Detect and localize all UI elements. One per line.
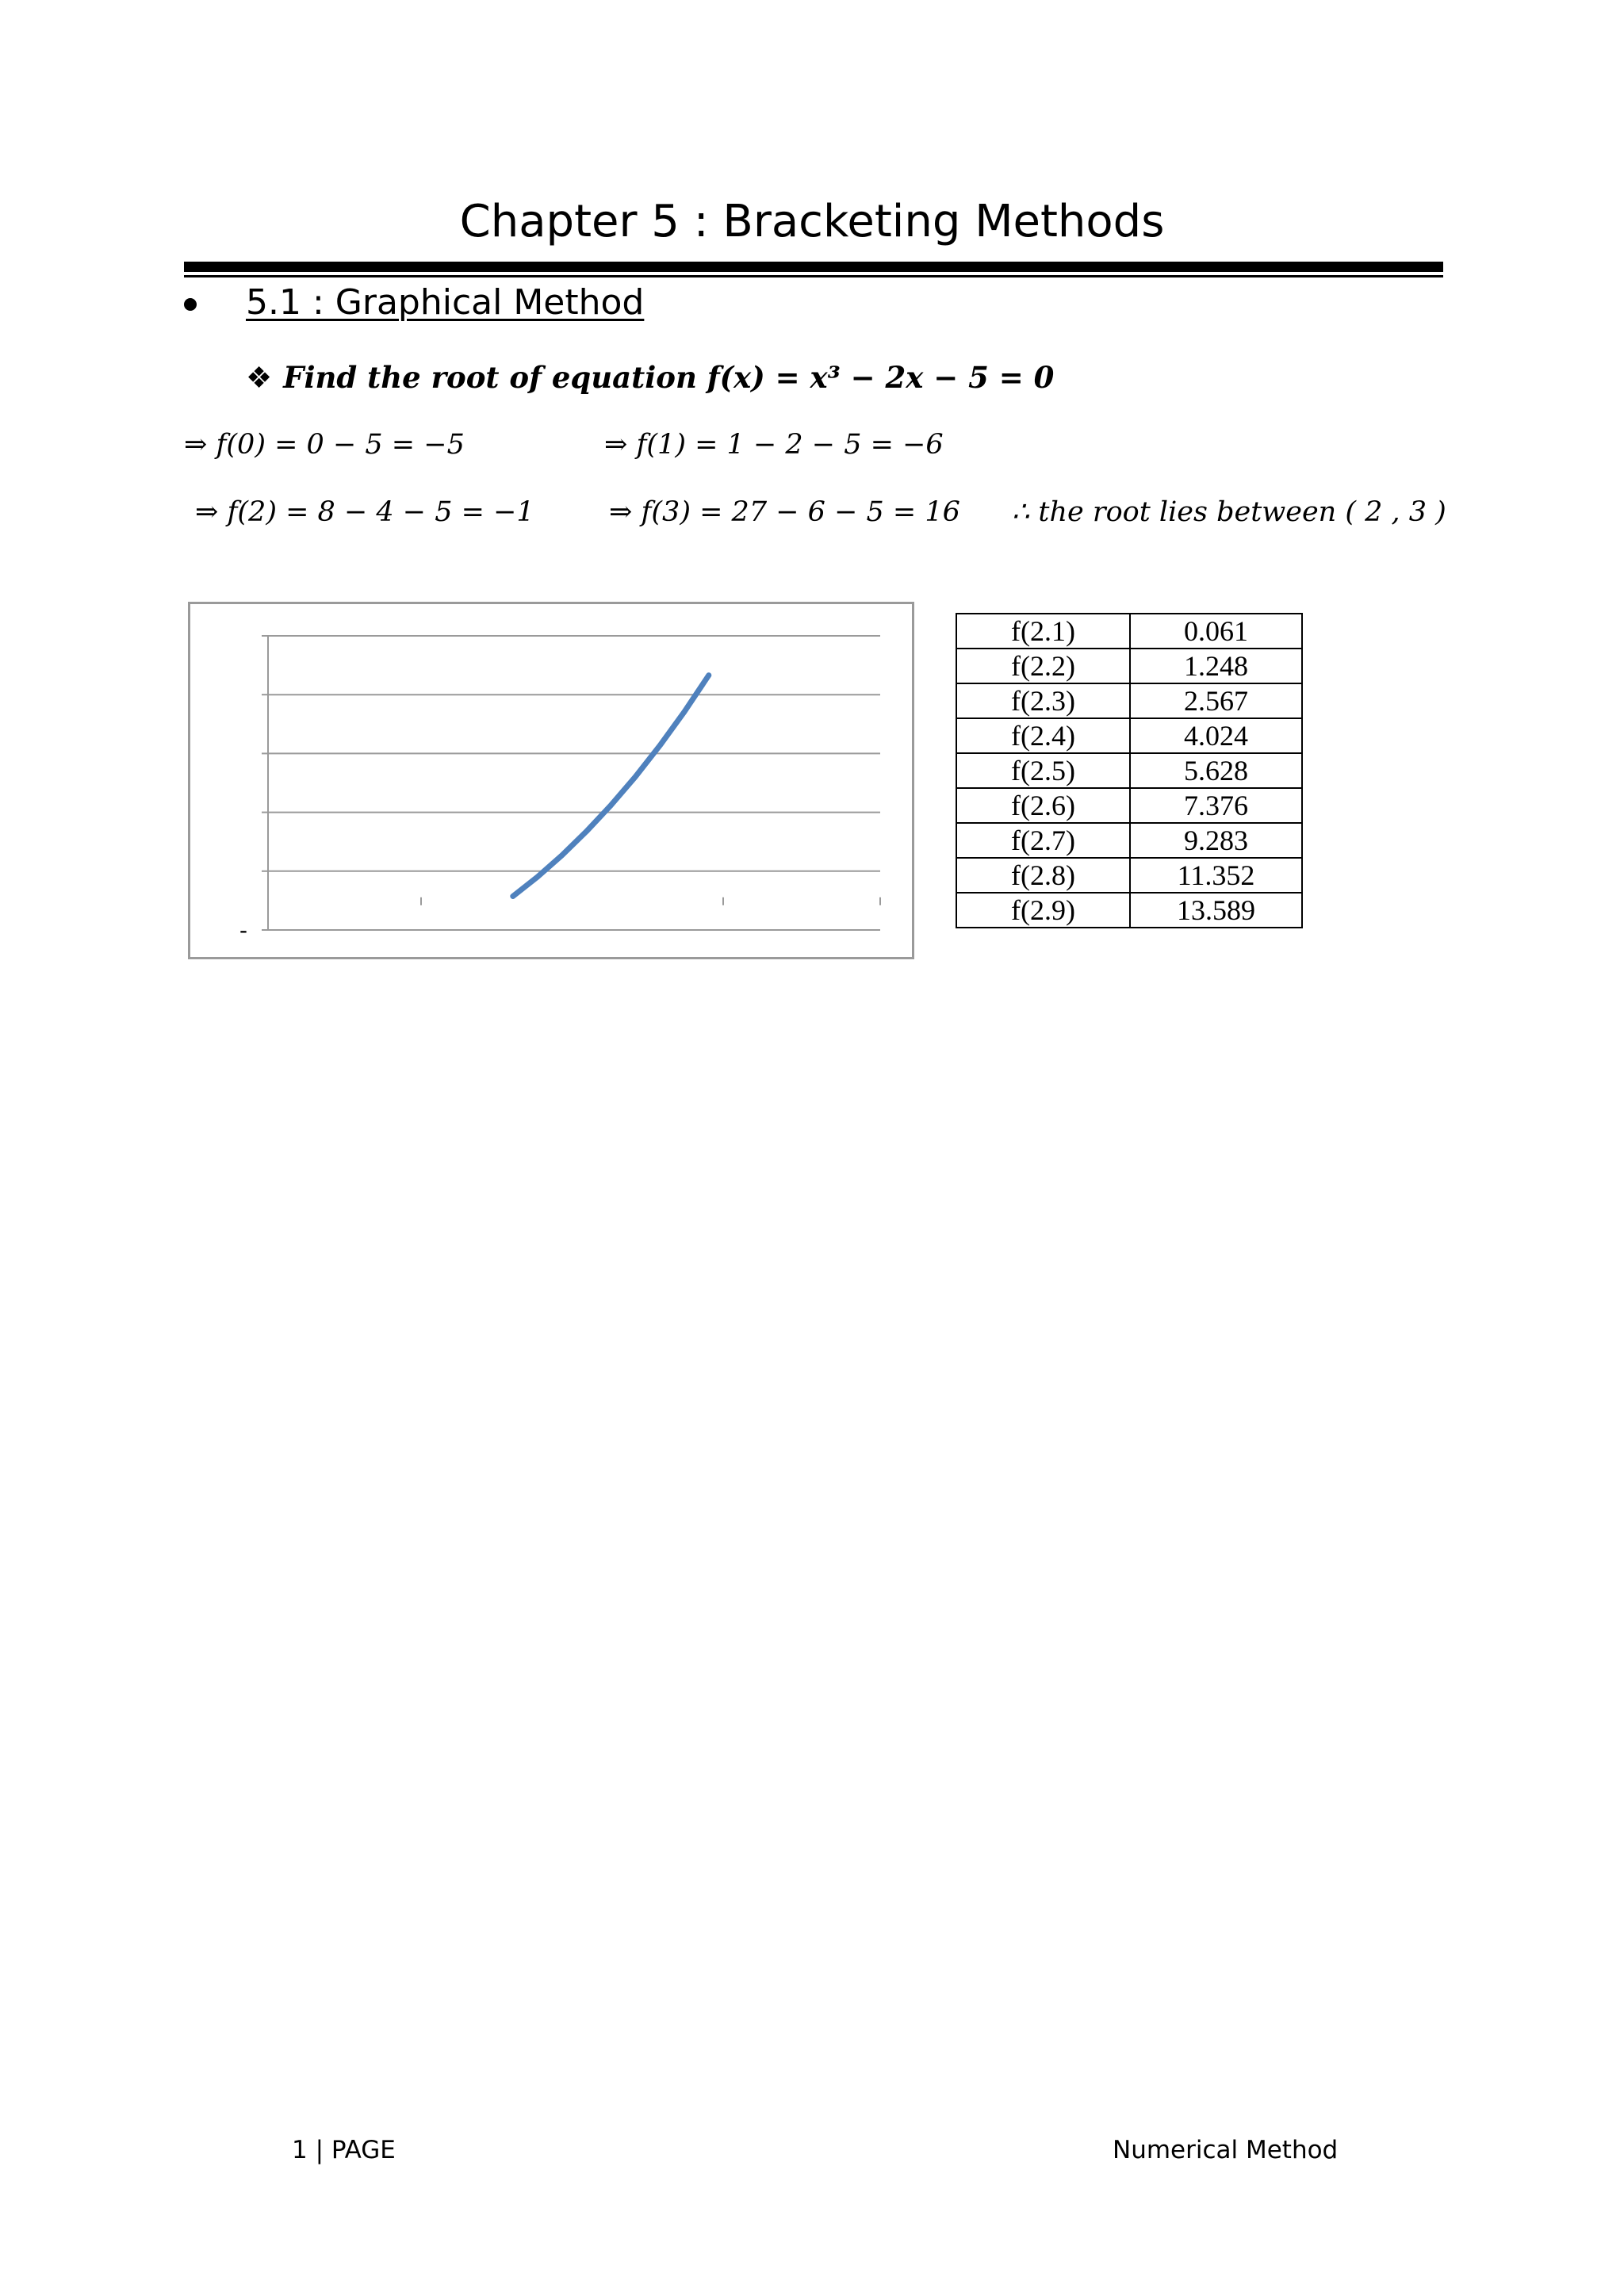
table-cell-value: 1.248 <box>1130 649 1302 683</box>
table-cell-label: f(2.6) <box>956 788 1130 823</box>
chart-y-tick-label: - <box>239 917 247 943</box>
function-chart <box>188 602 914 959</box>
table-row <box>956 858 1302 893</box>
table-row <box>956 823 1302 858</box>
table-row <box>956 893 1302 928</box>
table-row <box>956 718 1302 753</box>
footer-course-name: Numerical Method <box>1113 2136 1339 2164</box>
equation-f1: ⇒ f(1) = 1 − 2 − 5 = −6 <box>604 429 944 461</box>
table-row <box>956 683 1302 718</box>
table-row <box>956 753 1302 788</box>
table-cell-value: 2.567 <box>1130 683 1302 718</box>
chart-canvas <box>190 604 912 957</box>
table-cell-value: 5.628 <box>1130 753 1302 788</box>
problem-text: Find the root of equation f(x) = x³ − 2x − 5 = 0 <box>283 360 1055 395</box>
table-cell-value: 9.283 <box>1130 823 1302 858</box>
table-cell-label: f(2.1) <box>956 614 1130 649</box>
values-table <box>956 613 1303 928</box>
table-row <box>956 649 1302 683</box>
table-cell-label: f(2.9) <box>956 893 1130 928</box>
table-cell-value: 11.352 <box>1130 858 1302 893</box>
table-cell-value: 4.024 <box>1130 718 1302 753</box>
table-cell-value: 0.061 <box>1130 614 1302 649</box>
equation-f2: ⇒ f(2) = 8 − 4 − 5 = −1 <box>195 496 534 528</box>
footer-page-number: 1 | PAGE <box>292 2136 396 2164</box>
root-conclusion: ∴ the root lies between ( 2 , 3 ) <box>1012 496 1446 528</box>
table-row <box>956 614 1302 649</box>
table-cell-label: f(2.3) <box>956 683 1130 718</box>
equation-f3: ⇒ f(3) = 27 − 6 − 5 = 16 <box>609 496 960 528</box>
table-cell-label: f(2.7) <box>956 823 1130 858</box>
bullet-icon <box>184 298 197 311</box>
table-cell-value: 13.589 <box>1130 893 1302 928</box>
table-cell-label: f(2.8) <box>956 858 1130 893</box>
table-cell-label: f(2.2) <box>956 649 1130 683</box>
diamond-bullet-icon: ❖ <box>246 361 273 395</box>
title-rule-thin <box>184 275 1443 277</box>
table-cell-value: 7.376 <box>1130 788 1302 823</box>
problem-statement <box>246 355 1054 400</box>
section-heading: 5.1 : Graphical Method <box>246 282 645 323</box>
page-title: Chapter 5 : Bracketing Methods <box>459 196 1165 247</box>
title-rule-thick <box>184 262 1443 272</box>
table-row <box>956 788 1302 823</box>
table-cell-label: f(2.5) <box>956 753 1130 788</box>
chart-series-line <box>513 675 709 897</box>
table-cell-label: f(2.4) <box>956 718 1130 753</box>
equation-f0: ⇒ f(0) = 0 − 5 = −5 <box>184 429 465 461</box>
